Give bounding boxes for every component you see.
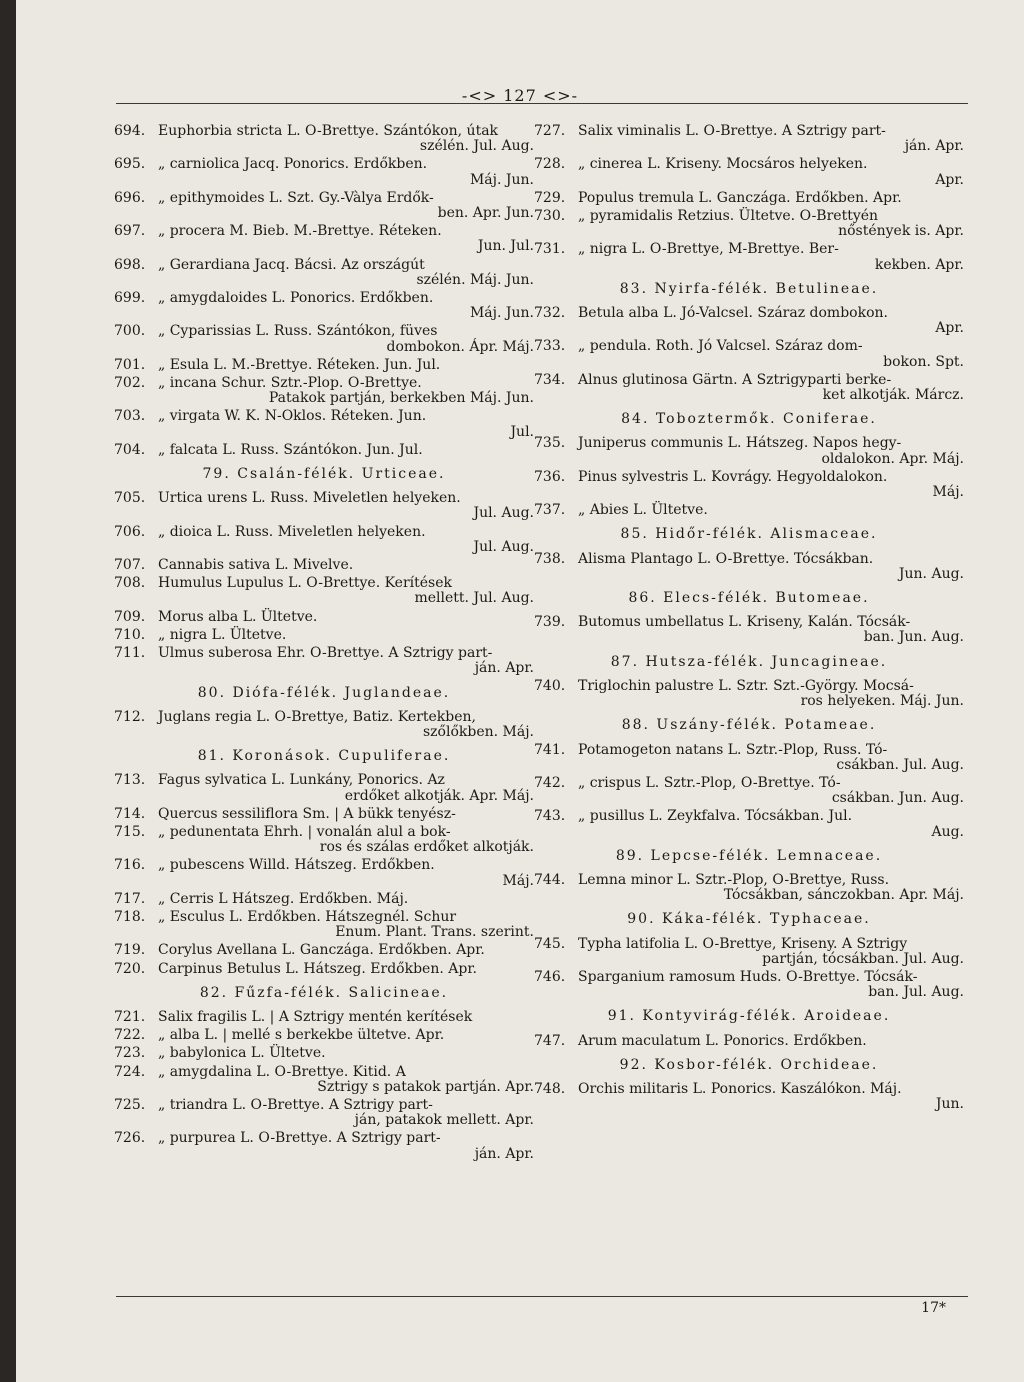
entry-continuation: ján, patakok mellett. Apr. [354, 1112, 534, 1129]
entry-number: 714. [114, 805, 146, 822]
entry-text: „ pedunentata Ehrh. | vonalán alul a bok- [158, 823, 451, 840]
species-entry [534, 373, 964, 403]
entry-number: 730. [534, 208, 566, 225]
species-entry [534, 552, 964, 582]
entry-number: 742. [534, 774, 566, 791]
species-entry [114, 576, 534, 606]
species-entry [114, 358, 534, 373]
family-heading: 81. Koronások. Cupuliferae. [197, 748, 451, 765]
entry-continuation: Patakok partján, berkekben Máj. Jun. [268, 390, 534, 407]
entry-continuation: csákban. Jun. Aug. [831, 790, 964, 807]
species-entry [114, 1010, 534, 1025]
species-entry [114, 1131, 534, 1161]
entry-continuation: oldalokon. Apr. Máj. [821, 450, 964, 467]
species-entry [114, 124, 534, 154]
family-heading: 90. Káka-félék. Typhaceae. [627, 911, 871, 928]
entry-continuation: Jul. Aug. [473, 505, 534, 522]
species-entry [534, 436, 964, 466]
entry-text: Salix fragilis L. | A Sztrigy mentén kerítések [158, 1008, 473, 1025]
entry-number: 709. [114, 608, 146, 625]
entry-number: 702. [114, 375, 146, 392]
species-entry [114, 892, 534, 907]
species-entry [114, 324, 534, 354]
entry-number: 736. [534, 468, 566, 485]
species-entry [114, 710, 534, 740]
entry-number: 706. [114, 523, 146, 540]
species-entry [534, 873, 964, 903]
entry-text: „ cinerea L. Kriseny. Mocsáros helyeken. [578, 156, 868, 173]
entry-text: Sparganium ramosum Huds. O-Brettye. Tócsák- [578, 968, 918, 985]
entry-text: Salix viminalis L. O-Brettye. A Sztrigy part- [578, 123, 886, 139]
family-heading: 89. Lepcse-félék. Lemnaceae. [615, 847, 883, 864]
species-entry [114, 491, 534, 521]
entry-text: Fagus sylvatica L. Lunkány, Ponorics. Az [158, 772, 445, 789]
entry-text: „ triandra L. O-Brettye. A Sztrigy part- [158, 1096, 433, 1113]
species-entry [114, 1065, 534, 1095]
entry-number: 745. [534, 935, 566, 952]
entry-text: „ Gerardiana Jacq. Bácsi. Az országút [158, 256, 425, 273]
left-column [114, 124, 534, 1165]
species-entry [534, 242, 964, 272]
entry-text: „ Esculus L. Erdőkben. Hátszegnél. Schur [158, 908, 457, 925]
entry-continuation: ros és szálas erdőket alkotják. [319, 839, 534, 856]
entry-continuation: csákban. Jul. Aug. [836, 756, 964, 773]
entry-number: 699. [114, 290, 146, 307]
entry-continuation: Apr. [935, 171, 964, 188]
entry-text: Orchis militaris L. Ponorics. Kaszálókon. Máj. [578, 1080, 902, 1097]
species-entry [534, 809, 964, 839]
entry-continuation: erdőket alkotják. Apr. Máj. [344, 787, 534, 804]
species-entry [534, 157, 964, 187]
entry-number: 732. [534, 305, 566, 322]
entry-text: „ pyramidalis Retzius. Ültetve. O-Brettyén [578, 208, 879, 225]
species-entry [114, 376, 534, 406]
entry-number: 721. [114, 1008, 146, 1025]
entry-text: „ Esula L. M.-Brettye. Réteken. Jun. Jul. [158, 356, 441, 373]
entry-continuation: ros helyeken. Máj. Jun. [800, 693, 964, 710]
entry-number: 739. [534, 614, 566, 631]
entry-number: 733. [534, 338, 566, 355]
family-heading: 83. Nyirfa-félék. Betulineae. [619, 280, 879, 297]
entry-text: „ dioica L. Russ. Miveletlen helyeken. [158, 523, 426, 540]
entry-continuation: dombokon. Ápr. Máj. [386, 338, 534, 355]
entry-number: 727. [534, 123, 566, 139]
entry-number: 741. [534, 741, 566, 758]
entry-continuation: Máj. [932, 484, 964, 501]
entry-number: 701. [114, 356, 146, 373]
family-heading: 87. Hutsza-félék. Juncagineae. [610, 653, 888, 670]
entry-continuation: ban. Jun. Aug. [863, 629, 964, 646]
species-entry [114, 191, 534, 221]
family-heading: 80. Diófa-félék. Juglandeae. [197, 684, 451, 701]
entry-continuation: Máj. Jun. [469, 305, 534, 322]
species-entry [114, 1098, 534, 1128]
entry-number: 726. [114, 1130, 146, 1147]
entry-number: 708. [114, 575, 146, 592]
entry-continuation: partján, tócsákban. Jul. Aug. [762, 950, 964, 967]
species-entry [534, 503, 964, 518]
entry-continuation: szélén. Jul. Aug. [419, 138, 534, 155]
entry-text: Arum maculatum L. Ponorics. Erdőkben. [578, 1032, 867, 1049]
entry-text: Morus alba L. Ültetve. [158, 608, 318, 625]
entry-text: „ procera M. Bieb. M.-Brettye. Réteken. [158, 223, 442, 240]
entry-text: „ Abies L. Ültetve. [578, 502, 708, 519]
entry-number: 700. [114, 323, 146, 340]
species-entry [534, 470, 964, 500]
entry-continuation: Jul. [510, 423, 534, 440]
species-entry [534, 615, 964, 645]
species-entry [534, 339, 964, 369]
entry-number: 707. [114, 557, 146, 574]
species-entry [114, 409, 534, 439]
entry-continuation: bokon. Spt. [883, 353, 964, 370]
scan-edge [0, 0, 16, 1382]
entry-number: 694. [114, 123, 146, 139]
entry-text: „ pendula. Roth. Jó Valcsel. Száraz dom- [578, 338, 863, 355]
species-entry [114, 858, 534, 888]
species-entry [114, 558, 534, 573]
species-entry [534, 209, 964, 239]
entry-number: 724. [114, 1063, 146, 1080]
page-number-header: -<> 127 <>- [461, 86, 579, 105]
entry-continuation: szélén. Máj. Jun. [416, 271, 534, 288]
species-entry [114, 525, 534, 555]
entry-number: 717. [114, 890, 146, 907]
entry-text: Typha latifolia L. O-Brettye, Kriseny. A Sztrigy [578, 935, 908, 952]
species-entry [114, 628, 534, 643]
species-entry [534, 743, 964, 773]
entry-number: 743. [534, 808, 566, 825]
entry-number: 711. [114, 645, 146, 662]
entry-continuation: Jun. Aug. [898, 565, 964, 582]
family-heading: 91. Kontyvirág-félék. Aroideae. [607, 1008, 891, 1025]
entry-text: Butomus umbellatus L. Kriseny, Kalán. Tócsák- [578, 614, 911, 631]
family-heading: 86. Elecs-félék. Butomeae. [628, 590, 870, 607]
entry-number: 703. [114, 408, 146, 425]
family-heading: 85. Hidőr-félék. Alismaceae. [620, 526, 878, 543]
entry-number: 695. [114, 156, 146, 173]
species-entry [534, 937, 964, 967]
entry-number: 710. [114, 626, 146, 643]
family-heading: 92. Kosbor-félék. Orchideae. [619, 1056, 879, 1073]
species-entry [114, 224, 534, 254]
entry-text: Lemna minor L. Sztr.-Plop, O-Brettye, Russ. [578, 871, 890, 888]
entry-number: 715. [114, 823, 146, 840]
entry-number: 744. [534, 871, 566, 888]
species-entry [534, 1082, 964, 1112]
footer-rule [116, 1296, 968, 1297]
species-entry [534, 679, 964, 709]
entry-number: 731. [534, 241, 566, 258]
entry-text: „ incana Schur. Sztr.-Plop. O-Brettye. [158, 375, 422, 392]
entry-continuation: Máj. [502, 872, 534, 889]
species-entry [114, 443, 534, 458]
entry-continuation: ján. Apr. [904, 138, 964, 155]
entry-text: „ purpurea L. O-Brettye. A Sztrigy part- [158, 1130, 441, 1147]
entry-continuation: Apr. [935, 320, 964, 337]
entry-text: „ nigra L. O-Brettye, M-Brettye. Ber- [578, 241, 839, 258]
entry-number: 704. [114, 441, 146, 458]
species-entry [114, 943, 534, 958]
family-heading: 84. Toboztermők. Coniferae. [621, 411, 877, 428]
species-entry [114, 825, 534, 855]
species-entry [114, 258, 534, 288]
family-heading: 82. Fűzfa-félék. Salicineae. [199, 984, 449, 1001]
entry-number: 725. [114, 1096, 146, 1113]
entry-number: 720. [114, 960, 146, 977]
entry-continuation: szőlőkben. Máj. [422, 723, 534, 740]
entry-text: Triglochin palustre L. Sztr. Szt.-György. Mocsá- [578, 677, 914, 694]
entry-text: Quercus sessiliflora Sm. | A bükk tenyész- [158, 805, 456, 822]
entry-text: „ virgata W. K. N-Oklos. Réteken. Jun. [158, 408, 427, 425]
entry-text: Euphorbia stricta L. O-Brettye. Szántókon, útak [158, 123, 499, 139]
entry-continuation: ján. Apr. [474, 1145, 534, 1162]
entry-continuation: ben. Apr. Jun. [437, 205, 534, 222]
entry-number: 748. [534, 1080, 566, 1097]
species-entry [114, 646, 534, 676]
entry-number: 718. [114, 908, 146, 925]
species-entry [114, 910, 534, 940]
family-heading: 88. Uszány-félék. Potameae. [621, 717, 877, 734]
entry-text: Juniperus communis L. Hátszeg. Napos hegy- [578, 435, 902, 452]
entry-number: 729. [534, 189, 566, 206]
entry-number: 728. [534, 156, 566, 173]
entry-text: Betula alba L. Jó-Valcsel. Száraz dombokon. [578, 305, 888, 322]
book-page [16, 0, 1024, 1382]
entry-number: 735. [534, 435, 566, 452]
entry-number: 747. [534, 1032, 566, 1049]
entry-number: 705. [114, 490, 146, 507]
species-entry [114, 610, 534, 625]
entry-text: Urtica urens L. Russ. Miveletlen helyeken. [158, 490, 461, 507]
entry-text: „ alba L. | mellé s berkekbe ültetve. Apr. [158, 1027, 445, 1044]
entry-text: Populus tremula L. Ganczága. Erdőkben. Apr. [578, 189, 902, 206]
entry-number: 712. [114, 708, 146, 725]
species-entry [534, 124, 964, 154]
entry-text: Pinus sylvestris L. Kovrágy. Hegyoldalokon. [578, 468, 888, 485]
entry-number: 738. [534, 550, 566, 567]
entry-number: 697. [114, 223, 146, 240]
entry-continuation: Jun. [935, 1096, 964, 1113]
species-entry [114, 157, 534, 187]
header-rule [116, 103, 968, 104]
entry-continuation: ban. Jul. Aug. [868, 984, 964, 1001]
family-heading: 79. Csalán-félék. Urticeae. [202, 466, 446, 483]
species-entry [114, 962, 534, 977]
species-entry [114, 807, 534, 822]
entry-continuation: ján. Apr. [474, 660, 534, 677]
entry-number: 740. [534, 677, 566, 694]
entry-continuation: mellett. Jul. Aug. [414, 590, 534, 607]
entry-number: 698. [114, 256, 146, 273]
species-entry [534, 191, 964, 206]
entry-continuation: Máj. Jun. [469, 171, 534, 188]
entry-text: Ulmus suberosa Ehr. O-Brettye. A Sztrigy part- [158, 645, 493, 662]
entry-text: Carpinus Betulus L. Hátszeg. Erdőkben. Apr. [158, 960, 477, 977]
entry-text: „ Cerris L Hátszeg. Erdőkben. Máj. [158, 890, 409, 907]
entry-text: Juglans regia L. O-Brettye, Batiz. Kertekben, [158, 708, 476, 725]
entry-text: „ amygdalina L. O-Brettye. Kitid. A [158, 1063, 406, 1080]
species-entry [534, 970, 964, 1000]
entry-text: „ crispus L. Sztr.-Plop, O-Brettye. Tó- [578, 774, 841, 791]
species-entry [114, 1046, 534, 1061]
entry-text: „ pubescens Willd. Hátszeg. Erdőkben. [158, 857, 435, 874]
entry-text: Potamogeton natans L. Sztr.-Plop, Russ. Tó- [578, 741, 888, 758]
entry-number: 719. [114, 942, 146, 959]
species-entry [114, 773, 534, 803]
entry-number: 734. [534, 371, 566, 388]
entry-text: „ Cyparissias L. Russ. Szántókon, füves [158, 323, 438, 340]
entry-text: Alnus glutinosa Gärtn. A Sztrigyparti berke- [578, 371, 892, 388]
entry-text: „ amygdaloides L. Ponorics. Erdőkben. [158, 290, 434, 307]
entry-text: „ epithymoides L. Szt. Gy.-Vàlya Erdők- [158, 189, 434, 206]
entry-continuation: Jun. Jul. [477, 238, 534, 255]
entry-number: 696. [114, 189, 146, 206]
entry-number: 713. [114, 772, 146, 789]
entry-text: „ pusillus L. Zeykfalva. Tócsákban. Jul. [578, 808, 853, 825]
entry-number: 737. [534, 502, 566, 519]
signature-mark: 17* [921, 1300, 946, 1316]
entry-continuation: Tócsákban, sánczokban. Apr. Máj. [723, 887, 964, 904]
entry-text: Corylus Avellana L. Ganczága. Erdőkben. Apr. [158, 942, 485, 959]
entry-number: 722. [114, 1027, 146, 1044]
species-entry [534, 776, 964, 806]
entry-text: Humulus Lupulus L. O-Brettye. Kerítések [158, 575, 452, 592]
entry-number: 723. [114, 1045, 146, 1062]
entry-text: Alisma Plantago L. O-Brettye. Tócsákban. [578, 550, 874, 567]
entry-continuation: Jul. Aug. [473, 538, 534, 555]
entry-text: „ falcata L. Russ. Szántókon. Jun. Jul. [158, 441, 423, 458]
entry-continuation: Enum. Plant. Trans. szerint. [335, 924, 534, 941]
species-entry [114, 291, 534, 321]
entry-text: „ carniolica Jacq. Ponorics. Erdőkben. [158, 156, 428, 173]
entry-continuation: ket alkotják. Márcz. [822, 387, 964, 404]
species-entry [534, 1034, 964, 1049]
species-entry [114, 1028, 534, 1043]
entry-number: 716. [114, 857, 146, 874]
entry-text: Cannabis sativa L. Mivelve. [158, 557, 354, 574]
entry-text: „ babylonica L. Ültetve. [158, 1045, 326, 1062]
entry-continuation: Sztrigy s patakok partján. Apr. [317, 1078, 534, 1095]
entry-text: „ nigra L. Ültetve. [158, 626, 287, 643]
entry-continuation: kekben. Apr. [874, 256, 964, 273]
species-entry [534, 306, 964, 336]
entry-continuation: Aug. [931, 823, 964, 840]
entry-continuation: nőstények is. Apr. [838, 223, 964, 240]
entry-number: 746. [534, 968, 566, 985]
right-column [534, 124, 964, 1115]
